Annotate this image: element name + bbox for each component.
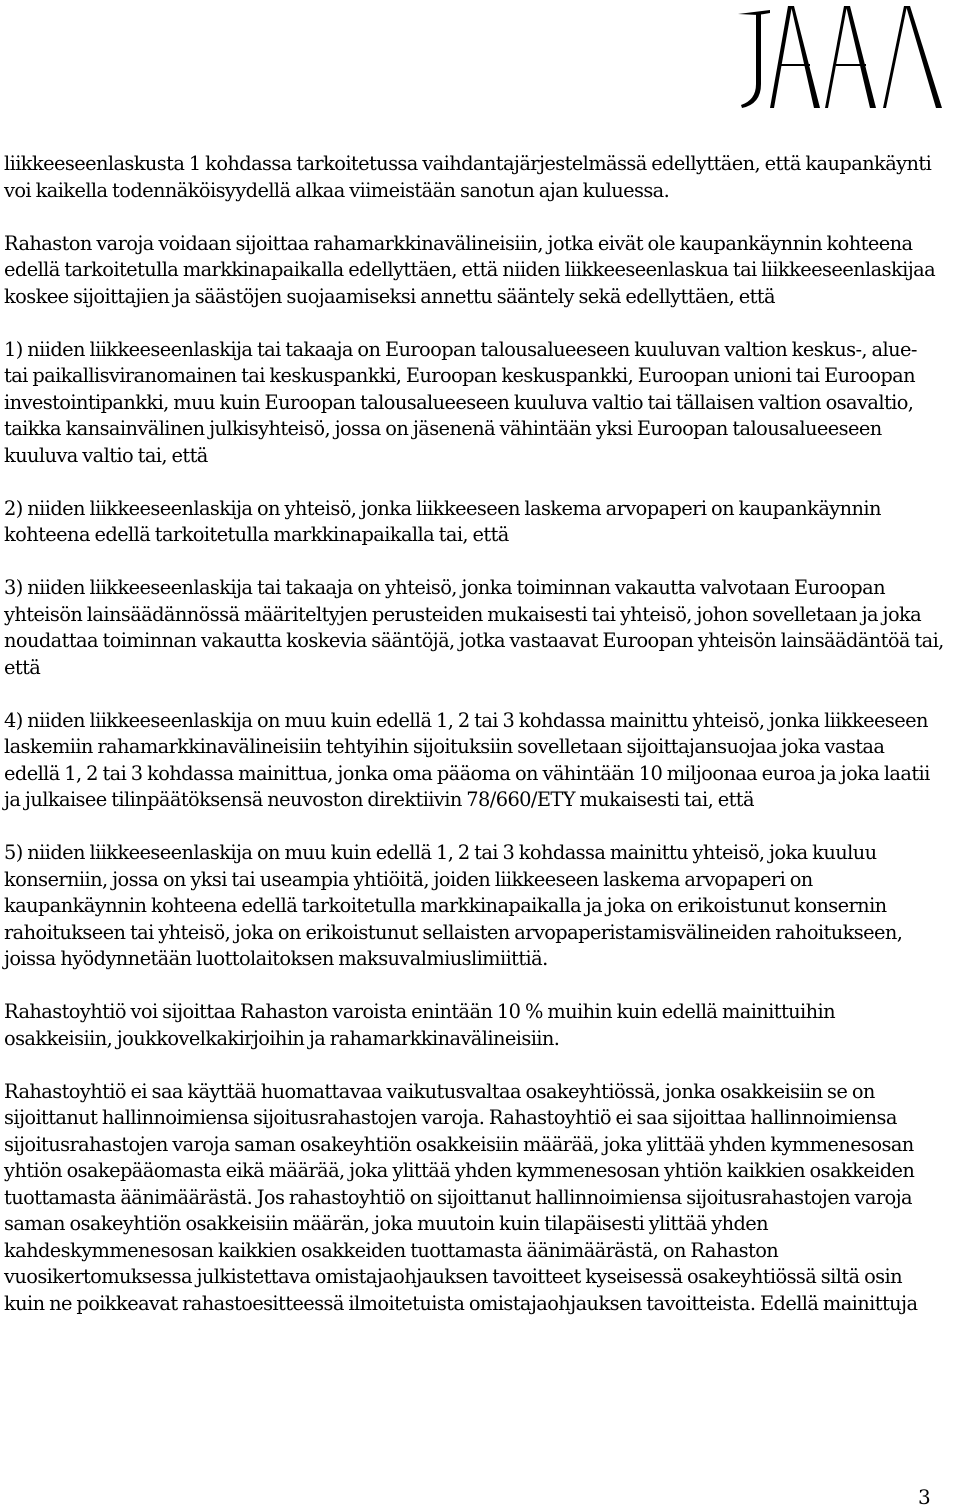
paragraph-continuation: liikkeeseenlaskusta 1 kohdassa tarkoitetussa vaihdantajärjestelmässä edellyttäen, että kaupankäynti voi kaikella todennäköisyydellä alkaa viimeistään sanotun ajan kuluessa.: [4, 152, 932, 202]
paragraph-condition-1: 1) niiden liikkeeseenlaskija tai takaaja on Euroopan talousalueeseen kuuluvan valtion keskus-, alue- tai paikallisviranomainen tai keskuspankki, Euroopan keskuspankki, Euroopan unioni tai Euroopan investointipankki, muu kuin Euroopan talousalueeseen kuuluva valtio tai tällaisen valtion osavaltio, taikka kansainvälinen julkisyhteisö, jossa on jäsenenä vähintään yksi Euroopan talousalueeseen kuuluva valtio tai, että: [4, 337, 917, 467]
paragraph-influence: Rahastoyhtiö ei saa käyttää huomattavaa vaikutusvaltaa osakeyhtiössä, jonka osakkeisiin se on sijoittanut hallinnoimiensa sijoitusrahastojen varoja. Rahastoyhtiö ei saa sijoittaa hallinnoimiensa sijoitusrahastojen varoja saman osakeyhtiön osakkeisiin määrää, joka ylittää yhden kymmenesosan yhtiön osakepääomasta eikä määrää, joka ylittää yhden kymmenesosan yhtiön kaikkien osakkeiden tuottamasta äänimäärästä. Jos rahastoyhtiö on sijoittanut hallinnoimiensa sijoitusrahastojen varoja saman osakeyhtiön osakkeisiin määrän, joka muutoin kuin tilapäisesti ylittää yhden kahdeskymmenesosan kaikkien osakkeiden tuottamasta äänimäärästä, on Rahaston vuosikertomuksessa julkistettava omistajaohjauksen tavoitteet kyseisessä osakeyhtiössä siltä osin kuin ne poikkeavat rahastoesitteessä ilmoitetuista omistajaohjauksen tavoitteista. Edellä mainittuja: [4, 1079, 918, 1315]
paragraph-condition-4: 4) niiden liikkeeseenlaskija on muu kuin edellä 1, 2 tai 3 kohdassa mainittu yhteisö, jonka liikkeeseen laskemiin rahamarkkinavälineisiin tehtyihin sijoituksiin sovelletaan sijoittajansuojaa joka vastaa edellä 1, 2 tai 3 kohdassa mainittua, jonka oma pääoma on vähintään 10 miljoonaa euroa ja joka laatii ja julkaisee tilinpäätöksensä neuvoston direktiivin 78/660/ETY mukaisesti tai, että: [4, 708, 930, 811]
jam-logo-icon: [736, 4, 956, 112]
paragraph-other-investments: Rahastoyhtiö voi sijoittaa Rahaston varoista enintään 10 % muihin kuin edellä mainittuihin osakkeisiin, joukkovelkakirjoihin ja rahamarkkinavälineisiin.: [4, 1000, 836, 1050]
document-body: [4, 151, 944, 1344]
paragraph-money-market: Rahaston varoja voidaan sijoittaa rahamarkkinavälineisiin, jotka eivät ole kaupankäynnin kohteena edellä tarkoitetulla markkinapaikalla edellyttäen, että niiden liikkeeseenlaskua tai liikkeeseenlaskijaa koskee sijoittajien ja säästöjen suojaamiseksi annettu sääntely sekä edellyttäen, että: [4, 231, 936, 308]
page-number: 3: [918, 1485, 931, 1509]
paragraph-condition-2: 2) niiden liikkeeseenlaskija on yhteisö, jonka liikkeeseen laskema arvopaperi on kaupankäynnin kohteena edellä tarkoitetulla markkinapaikalla tai, että: [4, 496, 881, 546]
paragraph-condition-3: 3) niiden liikkeeseenlaskija tai takaaja on yhteisö, jonka toiminnan vakautta valvotaan Euroopan yhteisön lainsäädännössä määriteltyjen perusteiden mukaisesti tai yhteisö, johon sovelletaan ja joka noudattaa toiminnan vakautta koskevia sääntöjä, jotka vastaavat Euroopan yhteisön lainsäädäntöä tai, että: [4, 576, 944, 679]
paragraph-condition-5: 5) niiden liikkeeseenlaskija on muu kuin edellä 1, 2 tai 3 kohdassa mainittu yhteisö, joka kuuluu konserniin, jossa on yksi tai useampia yhtiöitä, joiden liikkeeseen laskema arvopaperi on kaupankäynnin kohteena edellä tarkoitetulla markkinapaikalla ja joka on erikoistunut konsernin rahoitukseen tai yhteisö, joka on erikoistunut sellaisten arvopaperistamisvälineiden rahoitukseen, joissa hyödynnetään luottolaitoksen maksuvalmiuslimiittiä.: [4, 841, 903, 970]
